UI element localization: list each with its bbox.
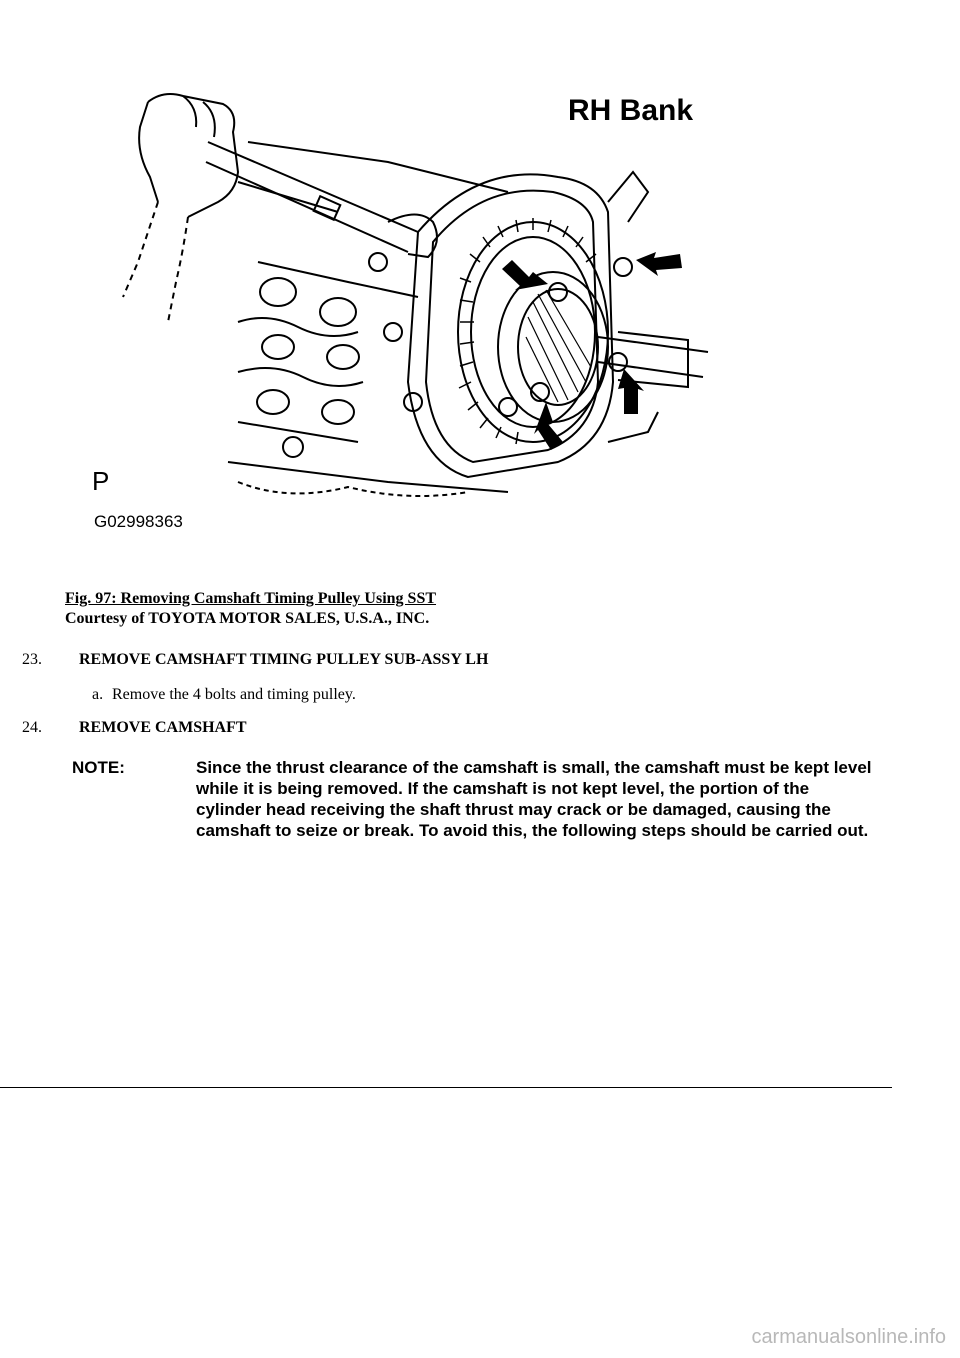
step-23 [22, 651, 488, 669]
note-label: NOTE: [72, 758, 125, 777]
step-24 [22, 719, 247, 737]
bank-label: RH Bank [568, 94, 694, 127]
page-divider [0, 1087, 892, 1088]
figure-title-link[interactable]: Fig. 97: Removing Camshaft Timing Pulley Using SST [65, 590, 437, 607]
site-watermark: carmanualsonline.info [751, 1326, 946, 1348]
substep-text: Remove the 4 bolts and timing pulley. [112, 686, 356, 703]
substep-a [92, 686, 356, 704]
note-text: Since the thrust clearance of the camshaft is small, the camshaft must be kept level while it is being removed. If the camshaft is not kept level, the portion of the cylinder head receiving the shaft thrust may crack or be damaged, causing the camshaft to seize or break. To avoid this, the following steps should be carried out. [196, 758, 872, 840]
figure-code: G02998363 [94, 512, 183, 531]
figure-courtesy: Courtesy of TOYOTA MOTOR SALES, U.S.A., INC. [65, 610, 430, 627]
step-number: 24. [22, 719, 42, 736]
substep-letter: a. [92, 686, 104, 703]
figure-illustration [88, 82, 728, 534]
engine-drawing [88, 82, 728, 534]
step-title: REMOVE CAMSHAFT TIMING PULLEY SUB-ASSY LH [79, 651, 489, 668]
corner-label: P [92, 466, 110, 496]
step-title: REMOVE CAMSHAFT [79, 719, 247, 736]
step-number: 23. [22, 651, 42, 668]
